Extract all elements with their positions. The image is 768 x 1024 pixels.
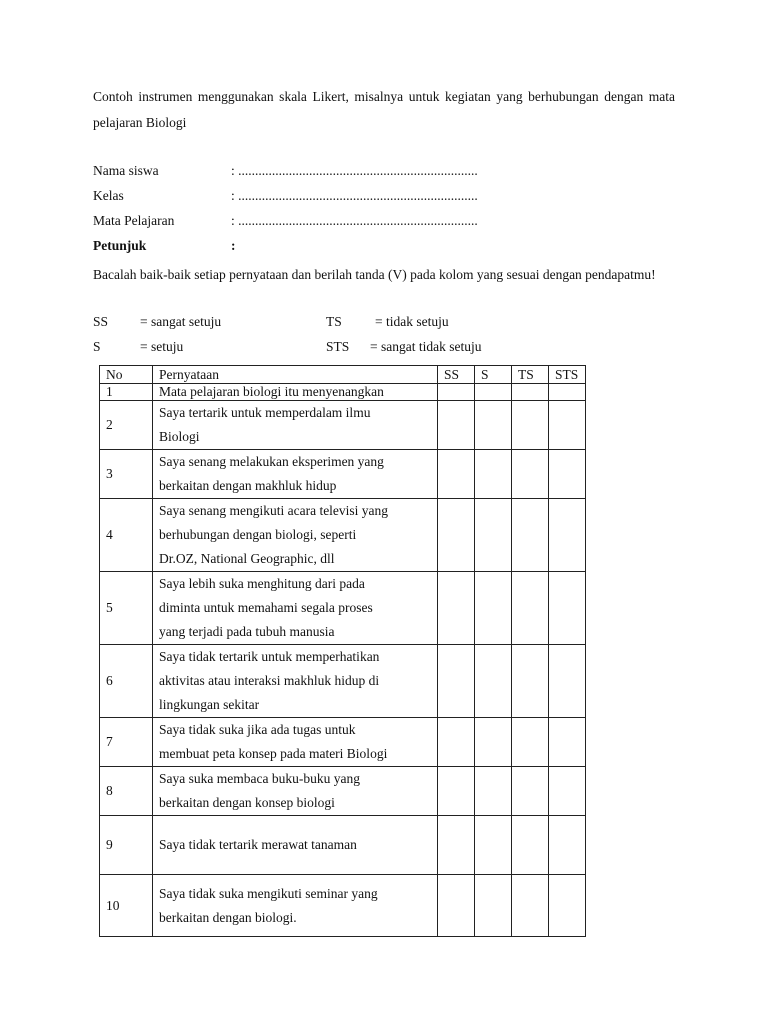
answer-cell-sts[interactable] (549, 384, 586, 401)
row-number: 3 (100, 450, 153, 499)
table-row (100, 645, 586, 718)
statement-line: Saya senang melakukan eksperimen yang (159, 454, 384, 469)
row-number: 4 (100, 499, 153, 572)
answer-cell-sts[interactable] (549, 875, 586, 937)
table-row (100, 816, 586, 875)
answer-cell-ts[interactable] (512, 816, 549, 875)
row-statement (153, 401, 438, 450)
key-code-ss: SS (93, 314, 109, 329)
header-ss: SS (438, 366, 475, 384)
table-header-row (100, 366, 586, 384)
answer-cell-ss[interactable] (438, 401, 475, 450)
key-meaning-sts: = sangat tidak setuju (370, 339, 482, 354)
row-number: 1 (100, 384, 153, 401)
field-value-kelas: : ....................................................................... (231, 188, 478, 203)
answer-cell-ss[interactable] (438, 645, 475, 718)
row-number: 9 (100, 816, 153, 875)
statement-line: Biologi (159, 429, 200, 444)
key-meaning-s: = setuju (140, 339, 184, 354)
answer-cell-sts[interactable] (549, 499, 586, 572)
answer-cell-s[interactable] (475, 384, 512, 401)
statement-line: berkaitan dengan makhluk hidup (159, 478, 337, 493)
field-label-kelas: Kelas (93, 188, 124, 203)
petunjuk-label: Petunjuk (93, 238, 147, 253)
answer-cell-ts[interactable] (512, 767, 549, 816)
statement-line: Saya tidak suka jika ada tugas untuk (159, 722, 356, 737)
likert-table (99, 365, 586, 937)
statement-line: yang terjadi pada tubuh manusia (159, 624, 335, 639)
answer-cell-ts[interactable] (512, 572, 549, 645)
key-code-s: S (93, 339, 101, 354)
table-row (100, 875, 586, 937)
table-row (100, 718, 586, 767)
answer-cell-sts[interactable] (549, 450, 586, 499)
intro-paragraph: Contoh instrumen menggunakan skala Likert, misalnya untuk kegiatan yang berhubungan dengan mata pelajaran Biologi (93, 89, 675, 130)
statement-line: Saya lebih suka menghitung dari pada (159, 576, 365, 591)
answer-cell-s[interactable] (475, 767, 512, 816)
answer-cell-s[interactable] (475, 645, 512, 718)
statement-line: berkaitan dengan biologi. (159, 909, 297, 925)
header-ts: TS (512, 366, 549, 384)
statement-line: aktivitas atau interaksi makhluk hidup di (159, 673, 380, 688)
key-meaning-ts: = tidak setuju (375, 314, 449, 329)
answer-cell-s[interactable] (475, 816, 512, 875)
table-row (100, 384, 586, 401)
statement-line: Saya tidak tertarik untuk memperhatikan (159, 649, 380, 664)
table-row (100, 499, 586, 572)
answer-cell-ts[interactable] (512, 499, 549, 572)
answer-cell-ss[interactable] (438, 718, 475, 767)
answer-cell-sts[interactable] (549, 572, 586, 645)
answer-cell-ss[interactable] (438, 450, 475, 499)
answer-cell-ts[interactable] (512, 384, 549, 401)
row-statement (153, 499, 438, 572)
row-statement (153, 767, 438, 816)
answer-cell-s[interactable] (475, 401, 512, 450)
table-row (100, 767, 586, 816)
answer-cell-ts[interactable] (512, 875, 549, 937)
key-meaning-ss: = sangat setuju (140, 314, 222, 329)
answer-cell-s[interactable] (475, 718, 512, 767)
answer-cell-ts[interactable] (512, 645, 549, 718)
statement-line: Saya senang mengikuti acara televisi yang (159, 503, 389, 518)
answer-cell-s[interactable] (475, 499, 512, 572)
row-statement (153, 875, 438, 937)
answer-cell-s[interactable] (475, 572, 512, 645)
answer-cell-ss[interactable] (438, 875, 475, 937)
row-statement (153, 645, 438, 718)
answer-cell-sts[interactable] (549, 401, 586, 450)
key-code-sts: STS (326, 339, 350, 354)
statement-line: Saya suka membaca buku-buku yang (159, 771, 360, 786)
statement-line: Saya tertarik untuk memperdalam ilmu (159, 405, 371, 420)
instruction-text: Bacalah baik-baik setiap pernyataan dan berilah tanda (V) pada kolom yang sesuai dengan pendapatmu! (93, 267, 656, 282)
row-number: 2 (100, 401, 153, 450)
header-sts: STS (549, 366, 586, 384)
header-pernyataan: Pernyataan (153, 366, 438, 384)
petunjuk-colon: : (231, 238, 236, 253)
statement-line: membuat peta konsep pada materi Biologi (159, 746, 388, 761)
row-number: 5 (100, 572, 153, 645)
statement-line: Dr.OZ, National Geographic, dll (159, 551, 335, 566)
statement-line: berhubungan dengan biologi, seperti (159, 527, 357, 542)
row-statement (153, 450, 438, 499)
answer-cell-s[interactable] (475, 875, 512, 937)
field-value-nama-siswa: : ....................................................................... (231, 163, 478, 178)
row-statement (153, 572, 438, 645)
row-statement (153, 384, 438, 401)
table-row (100, 401, 586, 450)
row-number: 8 (100, 767, 153, 816)
statement-line: Mata pelajaran biologi itu menyenangkan (159, 384, 384, 399)
field-value-mata-pelajaran: : ....................................................................... (231, 213, 478, 228)
statement-line: lingkungan sekitar (159, 697, 260, 712)
answer-cell-ts[interactable] (512, 450, 549, 499)
answer-cell-sts[interactable] (549, 767, 586, 816)
statement-line: Saya tidak tertarik merawat tanaman (159, 837, 357, 852)
row-number: 6 (100, 645, 153, 718)
key-code-ts: TS (326, 314, 342, 329)
row-statement (153, 718, 438, 767)
field-label-mata-pelajaran: Mata Pelajaran (93, 213, 175, 228)
statement-line: berkaitan dengan konsep biologi (159, 795, 335, 810)
answer-cell-ss[interactable] (438, 384, 475, 401)
answer-cell-ss[interactable] (438, 572, 475, 645)
answer-cell-sts[interactable] (549, 645, 586, 718)
answer-cell-ss[interactable] (438, 816, 475, 875)
row-number: 10 (100, 875, 153, 937)
table-row (100, 450, 586, 499)
answer-cell-ts[interactable] (512, 718, 549, 767)
row-number: 7 (100, 718, 153, 767)
answer-cell-sts[interactable] (549, 718, 586, 767)
row-statement (153, 816, 438, 875)
answer-cell-ts[interactable] (512, 401, 549, 450)
answer-cell-s[interactable] (475, 450, 512, 499)
header-s: S (475, 366, 512, 384)
table-row (100, 572, 586, 645)
answer-cell-sts[interactable] (549, 816, 586, 875)
header-no: No (100, 366, 153, 384)
answer-cell-ss[interactable] (438, 767, 475, 816)
answer-cell-ss[interactable] (438, 499, 475, 572)
statement-line: Saya tidak suka mengikuti seminar yang (159, 885, 378, 901)
statement-line: diminta untuk memahami segala proses (159, 600, 373, 615)
field-label-nama-siswa: Nama siswa (93, 163, 159, 178)
